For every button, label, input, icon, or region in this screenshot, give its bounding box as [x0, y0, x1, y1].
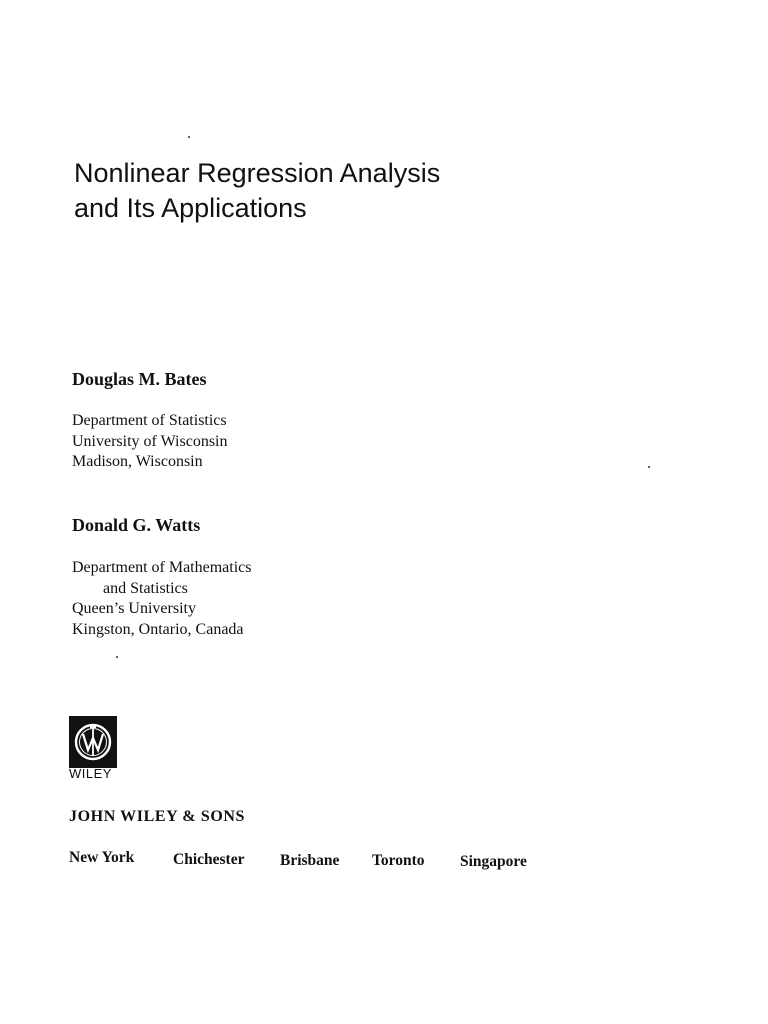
affiliation-line: and Statistics — [103, 579, 188, 597]
author-affiliation-2 — [72, 558, 252, 640]
publisher-city: Brisbane — [280, 852, 340, 869]
book-title-line-1: Nonlinear Regression Analysis — [74, 158, 441, 188]
scan-speck — [116, 656, 118, 658]
affiliation-line: Madison, Wisconsin — [72, 453, 203, 470]
publisher-city: Singapore — [460, 853, 527, 870]
publisher-city: Toronto — [372, 852, 425, 869]
publisher-name: JOHN WILEY & SONS — [69, 808, 246, 825]
scan-speck — [188, 136, 190, 138]
author-affiliation-1 — [72, 411, 228, 473]
author-name-2: Donald G. Watts — [72, 515, 201, 535]
affiliation-line: Queen’s University — [72, 600, 196, 617]
author-name-1: Douglas M. Bates — [72, 369, 207, 389]
scan-speck — [648, 466, 650, 468]
affiliation-line: Department of Statistics — [72, 412, 227, 429]
wiley-logo-label: WILEY — [69, 766, 112, 781]
publisher-city: Chichester — [173, 851, 245, 868]
book-title-line-2: and Its Applications — [74, 193, 307, 223]
book-title — [74, 156, 440, 226]
affiliation-line: Department of Mathematics — [72, 559, 252, 576]
publisher-city: New York — [69, 849, 135, 866]
wiley-logo-icon — [69, 716, 117, 768]
affiliation-line: Kingston, Ontario, Canada — [72, 620, 244, 638]
affiliation-line: University of Wisconsin — [72, 432, 228, 450]
